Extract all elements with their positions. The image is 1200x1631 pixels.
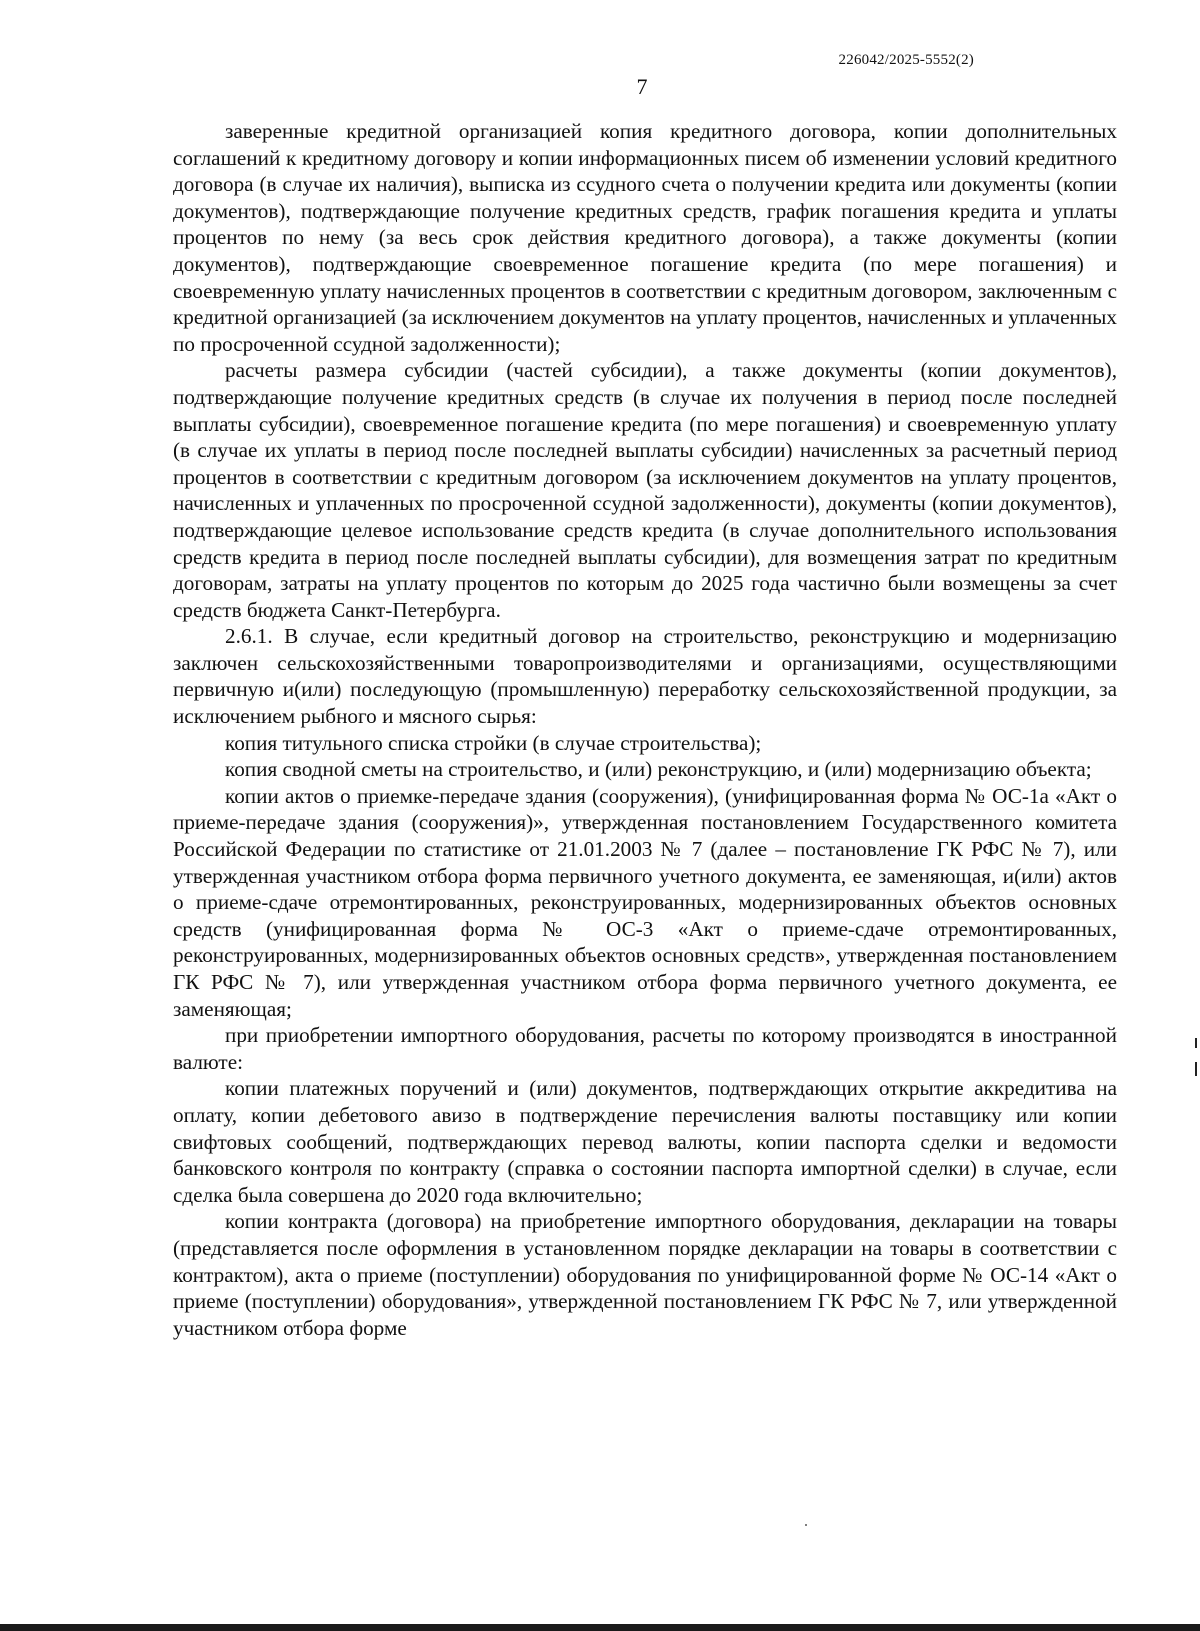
paragraph-summary-estimate: копия сводной сметы на строительство, и (или) реконструкцию, и (или) модернизацию объекта; xyxy=(225,757,1092,782)
paragraph-import-contract: копии контракта (договора) на приобретение импортного оборудования, декларации на товары (представляется после оформления в установленном порядке декларации на товары в соответствии с контрактом), акта о приеме (поступлении) оборудования по унифицированной форме № ОС-14 «Акт о приеме (поступлении) оборудования», утвержденной постановлением ГК РФС № 7, или утвержденной участником отбора форме xyxy=(173,1209,1117,1340)
page-number: 7 xyxy=(636,74,648,99)
document-body xyxy=(173,118,1117,1341)
scan-speck xyxy=(805,1524,807,1526)
paragraph-title-list: копия титульного списка стройки (в случае строительства); xyxy=(225,730,762,755)
scan-margin-mark xyxy=(1195,1038,1197,1048)
paragraph-import-equipment: при приобретении импортного оборудования, расчеты по которому производятся в иностранной валюте: xyxy=(173,1023,1117,1074)
paragraph-acceptance-acts: копии актов о приемке-передаче здания (сооружения), (унифицированная форма № ОС-1а «Акт о приеме-передаче здания (сооружения)», утвержденная постановлением Государственного комитета Российской Федерации по статистике от 21.01.2003 № 7 (далее – постановление ГК РФС № 7), или утвержденная участником отбора форма первичного учетного документа, ее заменяющая, и(или) актов о приеме-сдаче отремонтированных, реконструированных, модернизированных объектов основных средств (унифицированная форма № ОС-3 «Акт о приеме-сдаче отремонтированных, реконструированных, модернизированных объектов основных средств», утвержденная постановлением ГК РФС № 7), или утвержденная участником отбора форма первичного учетного документа, ее заменяющая; xyxy=(173,783,1117,1021)
paragraph-payment-orders: копии платежных поручений и (или) документов, подтверждающих открытие аккредитива на оплату, копии дебетового авизо в подтверждение перечисления валюты поставщику или копии свифтовых сообщений, подтверждающих перевод валюты, копии паспорта сделки и ведомости банковского контроля по контракту (справка о состоянии паспорта импортной сделки) в случае, если сделка была совершена до 2020 года включительно; xyxy=(173,1076,1117,1207)
paragraph-subsidy-calculations: расчеты размера субсидии (частей субсидии), а также документы (копии документов), подтверждающие получение кредитных средств (в случае их получения в период после последней выплаты субсидии), своевременное погашение кредита (по мере погашения) и своевременную уплату (в случае их уплаты в период после последней выплаты субсидии) начисленных за расчетный период процентов в соответствии с кредитным договором (за исключением документов на уплату процентов, начисленных и уплаченных по просроченной ссудной задолженности), документы (копии документов), подтверждающие целевое использование средств кредита (в случае дополнительного использования средств кредита в период после последней выплаты субсидии), для возмещения затрат по кредитным договорам, затраты на уплату процентов по которым до 2025 года частично были возмещены за счет средств бюджета Санкт-Петербурга. xyxy=(173,358,1117,622)
paragraph-2-6-1: 2.6.1. В случае, если кредитный договор на строительство, реконструкцию и модернизацию заключен сельскохозяйственными товаропроизводителями и организациями, осуществляющими первичную и(или) последующую (промышленную) переработку сельскохозяйственной продукции, за исключением рыбного и мясного сырья: xyxy=(173,624,1117,729)
paragraph-credit-documents: заверенные кредитной организацией копия кредитного договора, копии дополнительных соглашений к кредитному договору и копии информационных писем об изменении условий кредитного договора (в случае их наличия), выписка из ссудного счета о получении кредита или документы (копии документов), подтверждающие получение кредитных средств, график погашения кредита и уплаты процентов по нему (за весь срок действия кредитного договора), а также документы (копии документов), подтверждающие своевременное погашение кредита (по мере погашения) и своевременную уплату начисленных процентов в соответствии с кредитным договором, заключенным с кредитной организацией (за исключением документов на уплату процентов, начисленных и уплаченных по просроченной ссудной задолженности); xyxy=(173,119,1117,356)
document-number: 226042/2025-5552(2) xyxy=(838,52,974,68)
scan-bottom-edge xyxy=(0,1624,1200,1631)
scan-margin-mark xyxy=(1195,1062,1197,1076)
